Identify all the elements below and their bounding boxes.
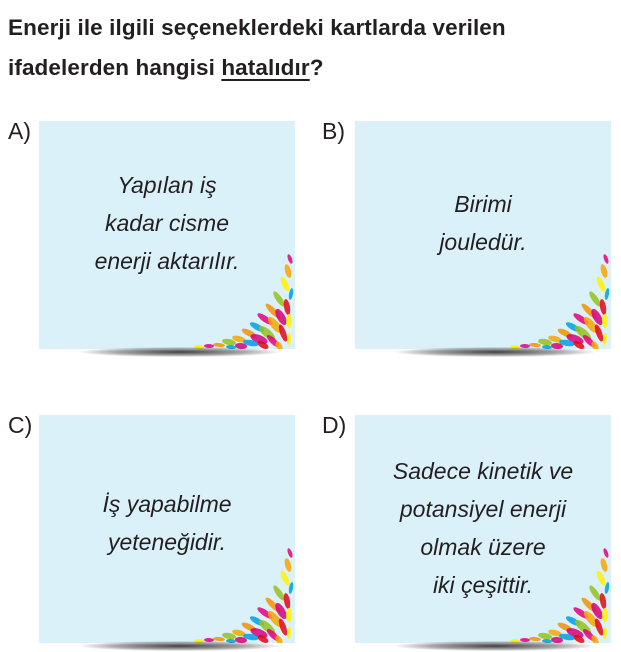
question-mark: ? — [309, 55, 324, 80]
question-line-2 — [8, 48, 618, 88]
confetti-piece — [595, 275, 607, 292]
confetti-piece — [286, 627, 291, 639]
question-keyword-underlined: hatalıdır — [221, 55, 310, 80]
confetti-piece — [602, 333, 607, 345]
option-b-line-2: jouledür. — [439, 229, 527, 255]
confetti-piece — [602, 548, 609, 559]
confetti-decoration — [165, 543, 295, 643]
option-a-card[interactable] — [39, 121, 295, 349]
option-d-card[interactable] — [355, 415, 611, 643]
confetti-piece — [286, 333, 291, 345]
confetti-piece — [599, 593, 608, 610]
option-d-card-shadow — [395, 641, 595, 651]
confetti-piece — [599, 557, 608, 572]
confetti-piece — [283, 263, 292, 278]
option-a-line-2: kadar cisme — [105, 210, 229, 236]
option-c-label[interactable]: C) — [8, 412, 33, 438]
confetti-piece — [279, 569, 291, 586]
confetti-piece — [602, 254, 609, 265]
option-d-line-4: iki çeşittir. — [432, 572, 534, 598]
option-b-line-1: Birimi — [454, 191, 512, 217]
option-c-line-2: yeteneğidir. — [107, 529, 227, 555]
confetti-piece — [283, 299, 292, 316]
confetti-piece — [283, 593, 292, 610]
confetti-piece — [602, 627, 607, 639]
option-b-card-shadow — [395, 347, 595, 357]
question-text — [8, 8, 618, 88]
option-a-card-shadow — [80, 347, 280, 357]
option-c-line-1: İş yapabilme — [102, 491, 232, 517]
option-d-line-3: olmak üzere — [420, 534, 546, 560]
confetti-piece — [595, 569, 607, 586]
confetti-piece — [279, 275, 291, 292]
confetti-piece — [286, 548, 293, 559]
option-b-label[interactable]: B) — [322, 118, 345, 144]
confetti-decoration — [481, 249, 611, 349]
confetti-piece — [286, 254, 293, 265]
option-d-line-1: Sadece kinetik ve — [392, 458, 574, 484]
question-line-1: Enerji ile ilgili seçeneklerdeki kartlarda verilen — [8, 15, 506, 40]
confetti-piece — [286, 608, 292, 622]
confetti-piece — [286, 314, 292, 328]
confetti-piece — [602, 314, 608, 328]
option-a-line-1: Yapılan iş — [117, 172, 217, 198]
option-a-line-3: enerji aktarılır. — [94, 248, 240, 274]
confetti-decoration — [481, 543, 611, 643]
option-b-card[interactable] — [355, 121, 611, 349]
option-d-label[interactable]: D) — [322, 412, 347, 438]
confetti-piece — [602, 608, 608, 622]
confetti-piece — [283, 557, 292, 572]
option-c-card[interactable] — [39, 415, 295, 643]
confetti-piece — [599, 263, 608, 278]
option-d-line-2: potansiyel enerji — [399, 496, 567, 522]
question-line-2-prefix: ifadelerden hangisi — [8, 55, 222, 80]
confetti-decoration — [165, 249, 295, 349]
confetti-piece — [599, 299, 608, 316]
option-a-label[interactable]: A) — [8, 118, 31, 144]
option-c-card-shadow — [80, 641, 280, 651]
